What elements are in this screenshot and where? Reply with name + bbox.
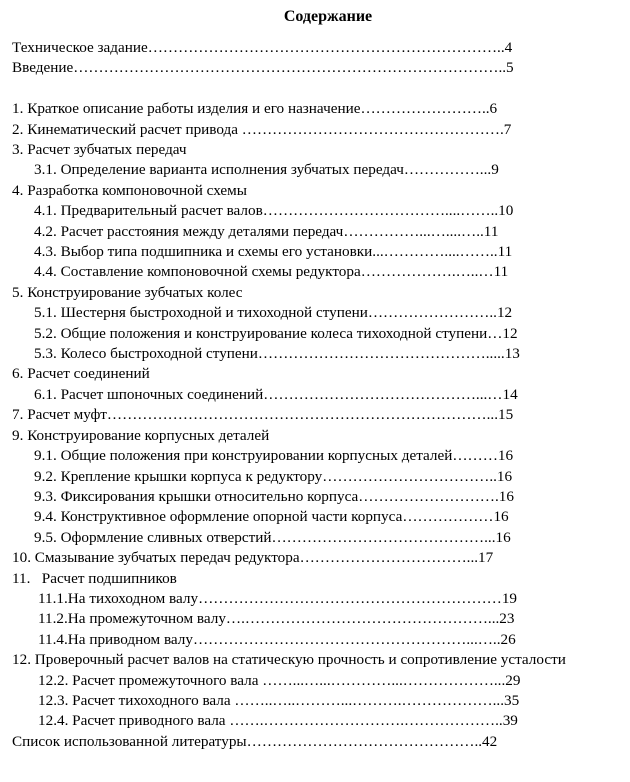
toc-subentry: 12.3. Расчет тихоходного вала ……..…..………...……….………………...35: [38, 691, 520, 709]
toc-subentry: 9.2. Крепление крышки корпуса к редуктору……………………………..16: [34, 467, 513, 485]
toc-entry: 10. Смазывание зубчатых передач редуктора……………………………...17: [12, 549, 494, 567]
toc-entry: 1. Краткое описание работы изделия и его назначение……………………..6: [12, 100, 498, 118]
toc-subentry: 12.2. Расчет промежуточного вала ……...…...…………...………………...29: [38, 671, 521, 689]
toc-subentry: 4.3. Выбор типа подшипника и схемы его установки...…………....……..11: [34, 243, 513, 261]
toc-entry: 6. Расчет соединений: [12, 365, 150, 383]
toc-entry: 11. Расчет подшипников: [12, 569, 177, 587]
toc-subentry: 9.1. Общие положения при конструировании корпусных деталей………16: [34, 447, 514, 465]
toc-subentry: 11.1.На тихоходном валу……………………………………………………19: [38, 589, 518, 607]
toc-subentry: 4.2. Расчет расстояния между деталями передач……………...…....…..11: [34, 222, 499, 240]
toc-entry: 3. Расчет зубчатых передач: [12, 141, 187, 159]
toc-entry: Список использованной литературы………………………………………..42: [12, 732, 498, 750]
toc-entry: 2. Кинематический расчет привода …………………………………………….7: [12, 120, 512, 138]
toc-subentry: 5.3. Колесо быстроходной ступени……………………………………….....13: [34, 345, 520, 363]
toc-subentry: 4.1. Предварительный расчет валов………………………………....……..10: [34, 202, 514, 220]
toc-subentry: 12.4. Расчет приводного вала …….……………………….………………..39: [38, 712, 518, 730]
toc-entry: 12. Проверочный расчет валов на статическую прочность и сопротивление усталости: [12, 651, 566, 669]
toc-entry: 4. Разработка компоновочной схемы: [12, 181, 247, 199]
toc-subentry: 6.1. Расчет шпоночных соединений……………………………………...…14: [34, 385, 518, 403]
toc-subentry: 5.1. Шестерня быстроходной и тихоходной ступени……………………..12: [34, 304, 513, 322]
toc-subentry: 9.4. Конструктивное оформление опорной части корпуса………………16: [34, 508, 509, 526]
toc-subentry: 3.1. Определение варианта исполнения зубчатых передач……………...9: [34, 161, 499, 179]
toc-entry: 5. Конструирование зубчатых колес: [12, 283, 243, 301]
toc-subentry: 9.3. Фиксирования крышки относительно корпуса……………………….16: [34, 487, 514, 505]
toc-subentry: 11.2.На промежуточном валу….…………………………………………...23: [38, 610, 515, 628]
toc-title: Содержание: [283, 8, 373, 25]
toc-entry: 9. Конструирование корпусных деталей: [12, 426, 270, 444]
toc-entry: Введение…………………………………………………………………………..5: [12, 59, 514, 77]
toc-subentry: 9.5. Оформление сливных отверстий……………………………………...16: [34, 528, 511, 546]
toc-entry: Техническое задание……………………………………………………………..4: [12, 39, 513, 56]
toc-spacer: [12, 79, 616, 99]
toc-subentry: 4.4. Составление компоновочной схемы редуктора……………….…..…11: [34, 263, 509, 281]
toc-subentry: 5.2. Общие положения и конструирование колеса тихоходной ступени…12: [34, 324, 518, 342]
toc-subentry: 11.4.На приводном валу………………………………………………...…..26: [38, 630, 516, 648]
toc-entry: 7. Расчет муфт…………………………………………………………………...15: [12, 406, 514, 424]
